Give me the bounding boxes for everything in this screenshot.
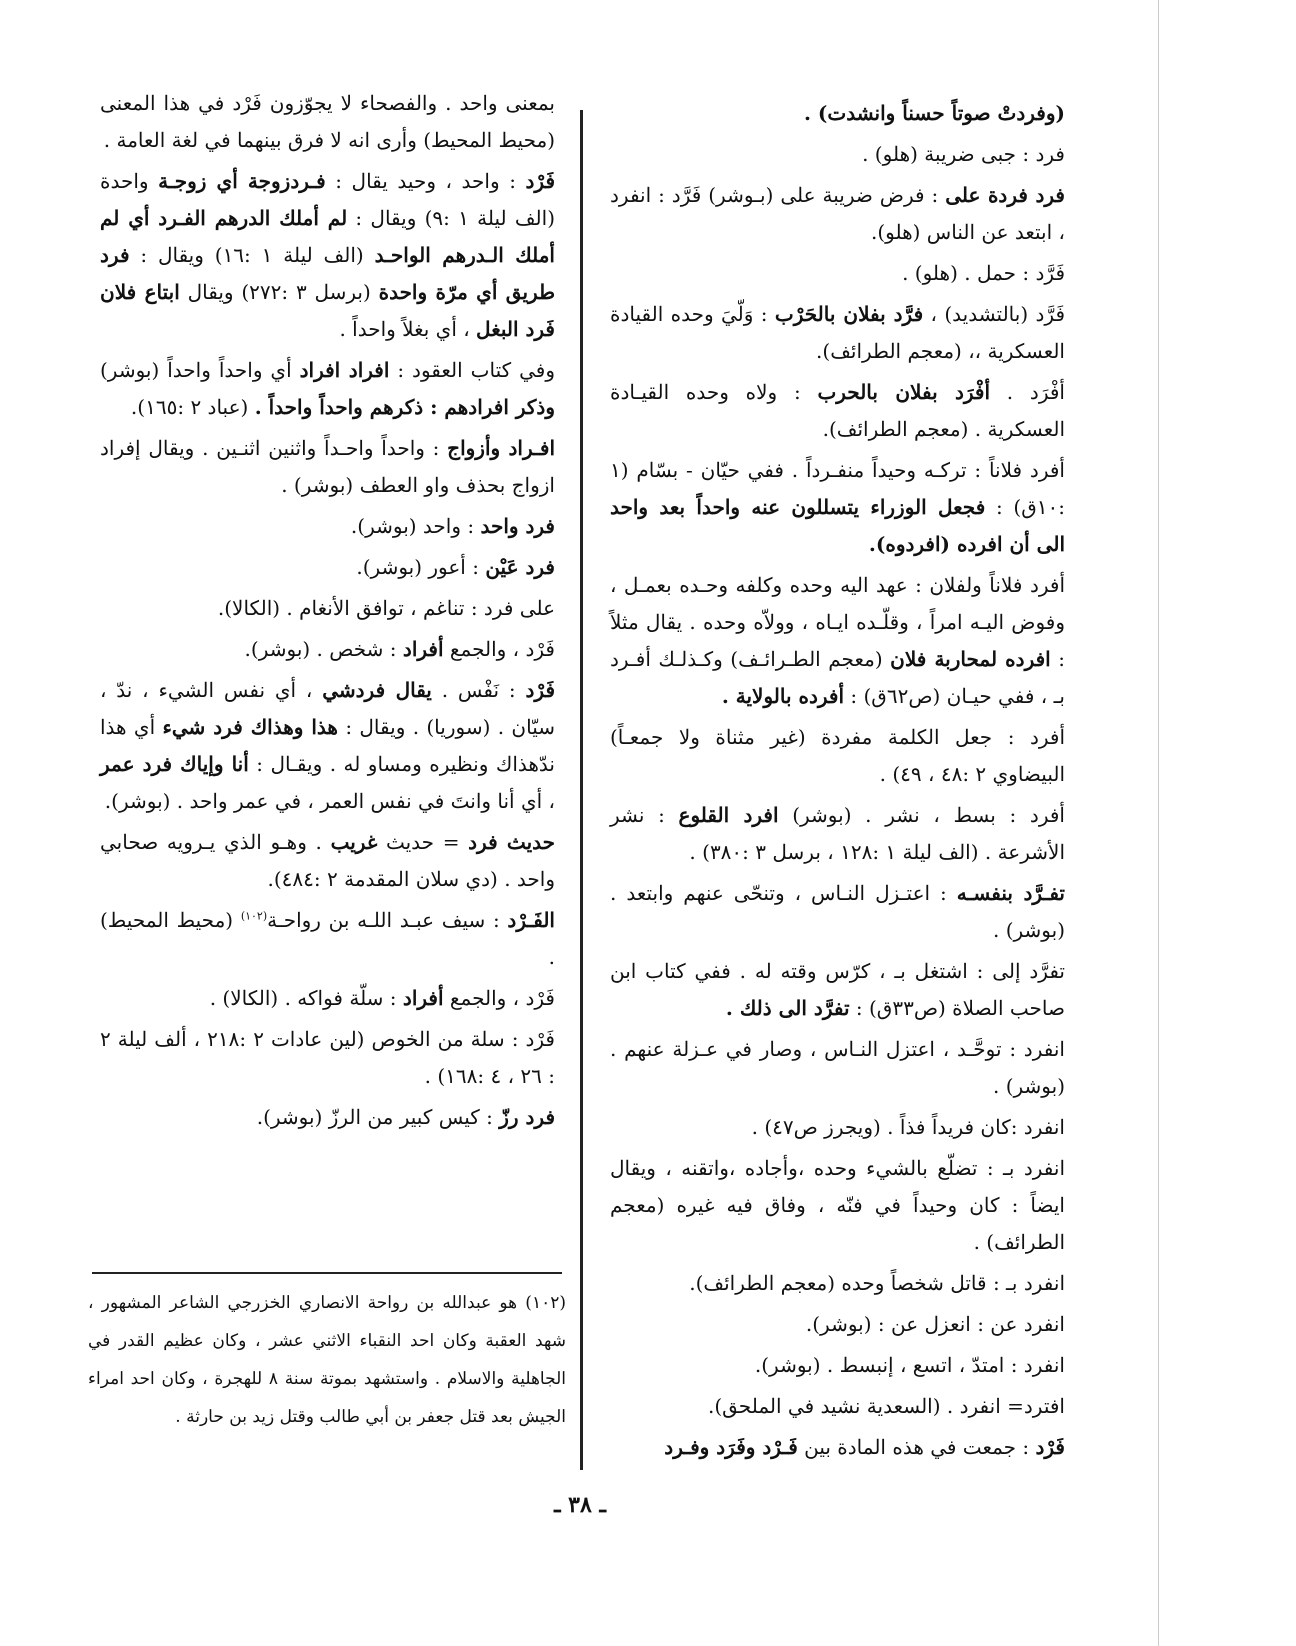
entry-text: فرد : جبى ضريبة (هلو) . xyxy=(862,142,1065,166)
entry-paragraph xyxy=(610,719,1065,793)
entry-paragraph xyxy=(100,1099,555,1136)
entry-headword: فرد رزّ xyxy=(499,1105,555,1129)
entry-text: أي واحداً واحداً (بوشر) xyxy=(100,358,300,382)
entry-headword: فَرْد xyxy=(525,169,556,193)
entry-text: : اعتـزل النـاس ، وتنحّى عنهم وابتعد . (بوشر) . xyxy=(610,881,1065,942)
entry-text: : واحد ، وحيد يقال : xyxy=(325,169,526,193)
entry-paragraph xyxy=(610,1109,1065,1146)
entry-headword: أنا وإياك فرد عمر xyxy=(100,752,249,776)
entry-paragraph xyxy=(100,508,555,545)
entry-text: : كيس كبير من الرزّ (بوشر). xyxy=(256,1105,500,1129)
entry-headword: أفرده بالولاية . xyxy=(721,684,845,708)
entry-paragraph xyxy=(100,980,555,1017)
entry-paragraph xyxy=(100,824,555,898)
entry-text: أفرد فلاناً ولفلان : عهد اليه وحده وكلفه وحـده بعمـل ، وفوض اليـه امراً ، وقلّـده ايـاه ، وولاّه وحده . يقال مثلاً : xyxy=(610,573,1065,671)
entry-headword: (وفردتْ صوتاً حسناً وانشدت) . xyxy=(804,101,1065,125)
entry-paragraph xyxy=(610,1388,1065,1425)
entry-text: انفرد عن : انعزل عن : (بوشر). xyxy=(805,1312,1065,1336)
entry-paragraph xyxy=(610,1347,1065,1384)
entry-text: افترد= انفرد . (السعدية نشيد في الملحق). xyxy=(707,1394,1065,1418)
entry-text: فَرْد ، والجمع xyxy=(443,637,555,661)
entry-text: ، أي بغلاً واحداً . xyxy=(339,317,477,341)
entry-paragraph xyxy=(100,672,555,820)
entry-text: أفْرَد . xyxy=(990,380,1065,404)
entry-text: . وهـو الذي يـرويه صحابي واحد . (دي سلان المقدمة ٢ :٤٨٤). xyxy=(100,830,555,891)
entry-paragraph xyxy=(610,136,1065,173)
entry-paragraph xyxy=(610,797,1065,871)
entry-headword: فَرْد xyxy=(525,678,556,702)
entry-text: أفرد : جعل الكلمة مفردة (غير مثناة ولا جمعـاً) البيضاوي ٢ :٤٨ ، ٤٩) . xyxy=(610,725,1065,786)
entry-text: : شخص . (بوشر). xyxy=(244,637,403,661)
entry-text: : ولاه وحده القيـادة العسكرية . (معجم الطرائف). xyxy=(610,380,1065,441)
entry-text: وفي كتاب العقود : xyxy=(389,358,555,382)
entry-text: انفرد بـ : تضلّع بالشيء وحده ،وأجاده ،واتقنه ، ويقال ايضاً : كان وحيداً في فنّه ، وفاق فيه غيره (معجم الطرائف) . xyxy=(610,1156,1065,1254)
entry-text: : أعور (بوشر). xyxy=(356,555,486,579)
entry-headword: فَرْد xyxy=(1035,1435,1065,1459)
entry-headword: حديث فرد xyxy=(468,830,555,854)
column-divider xyxy=(580,110,583,1470)
entry-headword: لم أملك الدرهم الفـرد أي لم أملك الـدرهم الواحـد xyxy=(100,206,555,267)
entry-paragraph xyxy=(610,177,1065,251)
entry-text: ، أي أنا وانتَ في نفس العمر ، في عمر واحد . (بوشر). xyxy=(104,789,555,813)
entry-text: تفرَّد إلى : اشتغل بـ ، كرّس وقته له . ففي كتاب ابن صاحب الصلاة (ص٣٣ق) : xyxy=(610,959,1065,1020)
entry-paragraph xyxy=(610,567,1065,715)
entry-paragraph xyxy=(610,1306,1065,1343)
entry-text: أفرد : بسط ، نشر . (بوشر) xyxy=(778,803,1065,827)
entry-headword: افرده لمحاربة فلان xyxy=(890,647,1051,671)
entry-paragraph xyxy=(100,902,555,976)
entry-headword: أفراد xyxy=(402,986,444,1010)
entry-text: أفرد فلاناً : تركـه وحيداً منفـرداً . ففي حيّان - بسّام (١ :١٠ق) : xyxy=(610,458,1065,519)
entry-text: على فرد : تناغم ، توافق الأنغام . (الكالا). xyxy=(217,596,555,620)
entry-headword: افرد القلوع xyxy=(678,803,779,827)
entry-paragraph xyxy=(610,374,1065,448)
entry-text: (عباد ٢ :١٦٥). xyxy=(130,395,255,419)
entry-headword: فرد طريق أي مرّة واحدة xyxy=(100,243,555,304)
left-column xyxy=(100,85,555,1140)
entry-text: : واحداً واحـداً واثنين اثنـين . ويقال إفراد ازواج بحذف واو العطف (بوشر) . xyxy=(100,436,555,497)
entry-headword: فرد عَيْن xyxy=(485,555,555,579)
entry-paragraph xyxy=(100,590,555,627)
entry-headword: فـردزوجة أي زوجـة xyxy=(158,169,326,193)
entry-paragraph xyxy=(100,352,555,426)
entry-headword: فرد فردة على xyxy=(945,183,1065,207)
entry-paragraph xyxy=(610,255,1065,292)
entry-paragraph xyxy=(610,1031,1065,1105)
entry-text: : وَلّيَ وحده القيادة العسكرية ،، (معجم الطرائف). xyxy=(610,302,1065,363)
entry-text: فَرْد ، والجمع xyxy=(443,986,555,1010)
entry-headword: أفْرَد بفلان بالحرب xyxy=(817,380,991,404)
entry-headword: أفراد xyxy=(402,637,444,661)
entry-text: = حديث xyxy=(377,830,469,854)
entry-headword: تفـرَّد بنفسـه xyxy=(956,881,1066,905)
entry-paragraph xyxy=(610,875,1065,949)
entry-headword: فجعل الوزراء يتسللون عنه واحداً بعد واحد الى أن افرده (افردوه). xyxy=(610,495,1065,556)
entry-text: أي هذا ندّهذاك ونظيره ومساو له . ويقـال : xyxy=(100,715,555,776)
entry-paragraph xyxy=(610,1150,1065,1261)
entry-text: ، أي نفس الشيء ، ندّ ، سيّان . (سوريا) . ويقال : xyxy=(100,678,555,739)
entry-text: (برسل ٣ :٢٧٢) ويقال xyxy=(179,280,379,304)
entry-paragraph xyxy=(610,953,1065,1027)
entry-paragraph xyxy=(100,430,555,504)
entry-headword: هذا وهذاك فرد شيء xyxy=(162,715,338,739)
footnote-rule xyxy=(92,1272,562,1274)
footnote-marker: (١٠٢) xyxy=(240,909,268,923)
entry-text: : فرض ضريبة على (بـوشر) فَرَّد : انفرد ، ابتعد عن الناس (هلو). xyxy=(610,183,1065,244)
entry-text: فَرَّد (بالتشديد) ، xyxy=(923,302,1066,326)
entry-text: : سلّة فواكه . (الكالا) . xyxy=(209,986,403,1010)
entry-headword: غريب xyxy=(330,830,378,854)
entry-text: : واحد (بوشر). xyxy=(350,514,481,538)
entry-headword: فرَّد بفلان بالحَرْب xyxy=(774,302,924,326)
entry-text: : نشر الأشرعة . (الف ليلة ١ :١٢٨ ، برسل ٣ :٣٨٠) . xyxy=(610,803,1065,864)
entry-headword: افـراد وأزواج xyxy=(447,436,556,460)
entry-text: واحدة (الف ليلة ١ :٩) ويقال : xyxy=(100,169,556,230)
entry-text: فَرَّد : حمل . (هلو) . xyxy=(902,261,1065,285)
entry-headword: ابتاع فلان فَرد البغل xyxy=(100,280,555,341)
entry-paragraph xyxy=(610,452,1065,563)
entry-text: : سيف عبـد اللـه بن رواحـة xyxy=(267,908,508,932)
entry-headword: فرد واحد xyxy=(480,514,555,538)
entry-paragraph xyxy=(100,163,555,348)
entry-text: : جمعت في هذه المادة بين xyxy=(797,1435,1036,1459)
right-column xyxy=(610,95,1065,1470)
entry-text: انفرد :كان فريداً فذاً . (ويجرز ص٤٧) . xyxy=(751,1115,1065,1139)
entry-paragraph xyxy=(610,296,1065,370)
entry-text: فَرْد : سلة من الخوص (لين عادات ٢ :٢١٨ ، ألف ليلة ٢ : ٢٦ ، ٤ :١٦٨) . xyxy=(100,1027,555,1088)
entry-headword: فَـرْد وفَرَد وفـرد xyxy=(664,1435,798,1459)
entry-paragraph xyxy=(610,1429,1065,1466)
entry-text: بمعنى واحد . والفصحاء لا يجوّزون فَرْد في هذا المعنى (محيط المحيط) وأرى انه لا فرق بينهما في لغة العامة . xyxy=(100,91,555,152)
entry-paragraph xyxy=(100,1021,555,1095)
entry-headword: يقال فردشي xyxy=(322,678,432,702)
entry-text: : نَفْس . xyxy=(431,678,526,702)
entry-text: انفرد : توحَّـد ، اعتزل النـاس ، وصار في عـزلة عنهم . (بوشر) . xyxy=(610,1037,1065,1098)
entry-paragraph xyxy=(610,1265,1065,1302)
entry-headword: وذكر افرادهم : ذكرهم واحداً واحداً . xyxy=(254,395,555,419)
entry-headword: الفَـرْد xyxy=(507,908,555,932)
entry-text: (محيط المحيط) . xyxy=(100,908,555,969)
entry-headword: تفرَّد الى ذلك . xyxy=(725,996,850,1020)
page-number: ـ ٣٨ ـ xyxy=(554,1492,606,1518)
entry-paragraph xyxy=(100,631,555,668)
entry-text: (الف ليلة ١ :١٦) ويقال : xyxy=(129,243,375,267)
entry-text: انفرد : امتدّ ، اتسع ، إنبسط . (بوشر). xyxy=(754,1353,1065,1377)
entry-paragraph xyxy=(100,85,555,159)
scan-edge-line xyxy=(1158,0,1159,1646)
entry-paragraph xyxy=(610,95,1065,132)
entry-paragraph xyxy=(100,549,555,586)
entry-text: انفرد بـ : قاتل شخصاً وحده (معجم الطرائف). xyxy=(689,1271,1065,1295)
entry-text: (معجم الطـرائـف) وكـذلـك أفـرد بـ ، ففي حيـان (ص٦٢ق) : xyxy=(610,647,1065,708)
entry-headword: افراد افراد xyxy=(299,358,390,382)
footnote: (١٠٢) هو عبدالله بن رواحة الانصاري الخزرجي الشاعر المشهور ، شهد العقبة وكان احد النقباء الاثني عشر ، وكان عظيم القدر في الجاهلية والاسلام . واستشهد بموتة سنة ٨ للهجرة ، وكان احد امراء الجيش بعد قتل جعفر بن أبي طالب وقتل زيد بن حارثة . xyxy=(88,1293,566,1427)
